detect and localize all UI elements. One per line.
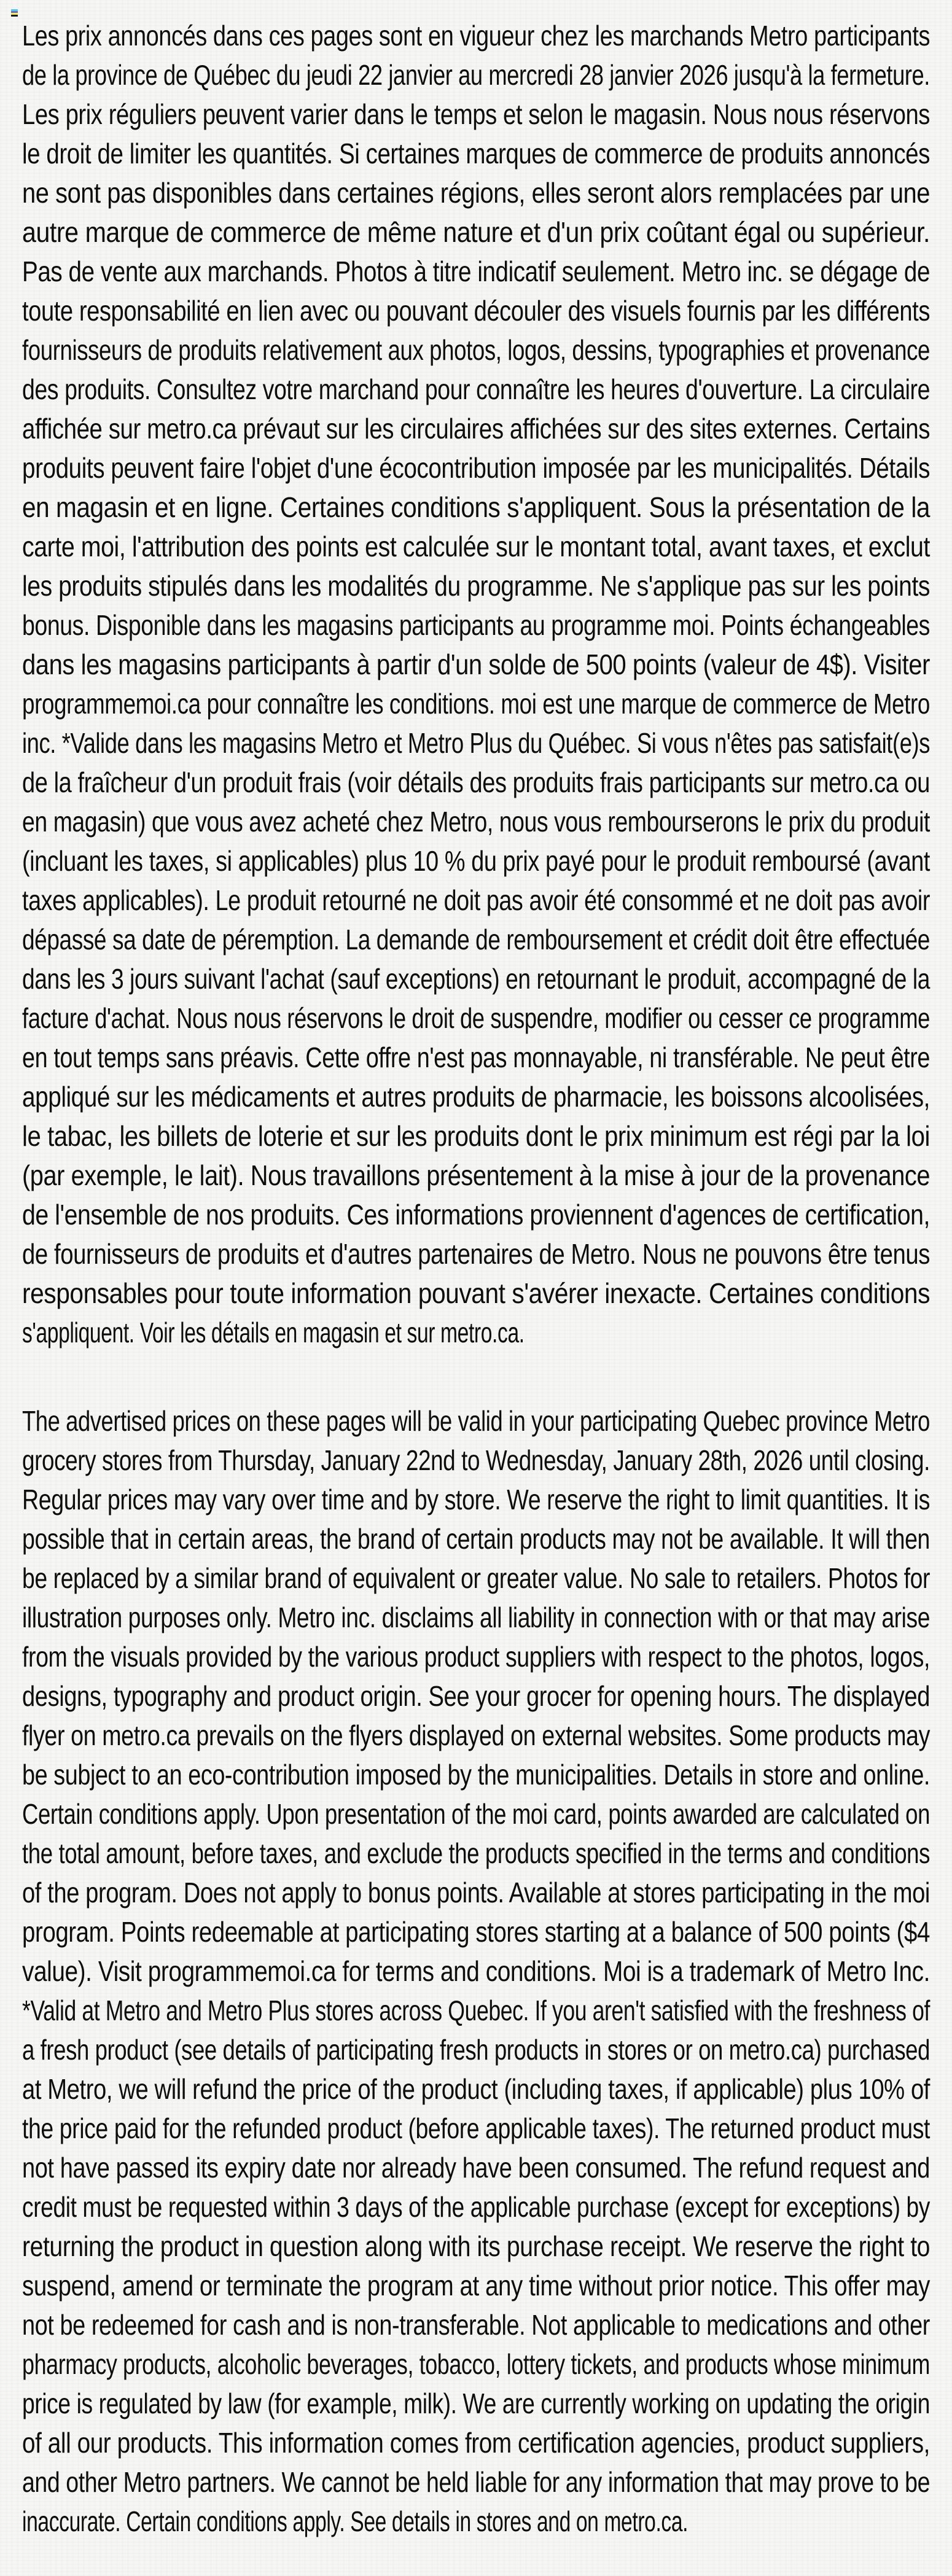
legal-text-line-text: Les prix annoncés dans ces pages sont en vigueur chez les marchands Metro participants xyxy=(22,20,930,52)
legal-text-line xyxy=(22,1038,930,1077)
legal-text-line xyxy=(22,2227,930,2266)
legal-text-line-text: toute responsabilité en lien avec ou pouvant découler des visuels fournis par les différents xyxy=(22,295,930,327)
legal-text-line-text: *Valid at Metro and Metro Plus stores across Quebec. If you aren't satisfied with the freshness of xyxy=(22,1994,930,2026)
legal-text-line xyxy=(22,1834,930,1873)
legal-text-line xyxy=(22,1755,930,1794)
legal-text-line-text: en magasin et en ligne. Certaines conditions s'appliquent. Sous la présentation de la xyxy=(22,491,930,523)
legal-text-line-text: program. Points redeemable at participating stores starting at a balance of 500 points ($4 xyxy=(22,1916,930,1948)
legal-text-line-text: de la fraîcheur d'un produit frais (voir détails des produits frais participants sur metro.ca ou xyxy=(22,766,930,798)
legal-text-line-text: credit must be requested within 3 days of the applicable purchase (except for exceptions) by xyxy=(22,2191,930,2223)
legal-text-line xyxy=(22,173,930,212)
legal-text-line-text: value). Visit programmemoi.ca for terms and conditions. Moi is a trademark of Metro Inc. xyxy=(22,1955,930,1987)
legal-text-line-text: returning the product in question along with its purchase receipt. We reserve the right to xyxy=(22,2230,930,2262)
legal-text-line-text: be subject to an eco-contribution imposed by the municipalities. Details in store and online. xyxy=(22,1759,930,1791)
legal-text-line-text: Regular prices may vary over time and by store. We reserve the right to limit quantities. It is xyxy=(22,1484,930,1516)
legal-text-line xyxy=(22,1873,930,1912)
legal-text-french xyxy=(22,16,930,1352)
legal-text-line-text: a fresh product (see details of participating fresh products in stores or on metro.ca) purchased xyxy=(22,2034,930,2066)
legal-text-line xyxy=(22,2305,930,2344)
legal-text-line-text: possible that in certain areas, the brand of certain products may not be available. It will then xyxy=(22,1523,930,1555)
legal-text-line xyxy=(22,2384,930,2423)
legal-text-line xyxy=(22,2187,930,2227)
legal-text-line xyxy=(22,2462,930,2502)
legal-text-line xyxy=(22,881,930,920)
legal-text-line xyxy=(22,605,930,645)
legal-text-line xyxy=(22,1480,930,1519)
legal-text-line xyxy=(22,1519,930,1558)
legal-text-line-text: taxes applicables). Le produit retourné ne doit pas avoir été consommé et ne doit pas avoir xyxy=(22,884,930,916)
legal-text-line-text: de fournisseurs de produits et d'autres partenaires de Metro. Nous ne pouvons être tenus xyxy=(22,1238,930,1270)
legal-text-line-text: the total amount, before taxes, and exclude the products specified in the terms and conditions xyxy=(22,1837,930,1869)
legal-text-line xyxy=(22,1637,930,1676)
legal-text-line-text: price is regulated by law (for example, milk). We are currently working on updating the origin xyxy=(22,2387,930,2419)
legal-text-line-text: suspend, amend or terminate the program at any time without prior notice. This offer may xyxy=(22,2270,930,2302)
legal-text-line xyxy=(22,723,930,763)
legal-text-line xyxy=(22,2266,930,2305)
legal-text-line xyxy=(22,291,930,330)
legal-text-line-text: (incluant les taxes, si applicables) plus 10 % du prix payé pour le produit remboursé (avant xyxy=(22,845,930,877)
legal-text-line xyxy=(22,1441,930,1480)
legal-text-line xyxy=(22,1794,930,1834)
legal-text-line xyxy=(22,802,930,841)
legal-text-line xyxy=(22,488,930,527)
legal-text-line xyxy=(22,763,930,802)
legal-text-line xyxy=(22,1558,930,1598)
legal-text-line-text: s'appliquent. Voir les détails en magasin et sur metro.ca. xyxy=(22,1317,525,1348)
legal-text-line-text: les produits stipulés dans les modalités du programme. Ne s'applique pas sur les points xyxy=(22,570,930,602)
legal-text-line-text: at Metro, we will refund the price of the product (including taxes, if applicable) plus 10% of xyxy=(22,2073,930,2105)
legal-text-line-text: fournisseurs de produits relativement aux photos, logos, dessins, typographies et provenance xyxy=(22,334,930,366)
legal-text-line xyxy=(22,2502,930,2541)
legal-text-line xyxy=(22,2030,930,2069)
legal-text-line-text: ne sont pas disponibles dans certaines régions, elles seront alors remplacées par une xyxy=(22,177,930,209)
legal-text-line-text: Les prix réguliers peuvent varier dans le temps et selon le magasin. Nous nous réservons xyxy=(22,98,930,130)
legal-text-line xyxy=(22,2148,930,2187)
legal-text-line xyxy=(22,1951,930,1991)
legal-text-line xyxy=(22,1234,930,1274)
legal-text-line xyxy=(22,841,930,881)
legal-text-line xyxy=(22,527,930,566)
legal-text-line-text: (par exemple, le lait). Nous travaillons présentement à la mise à jour de la provenance xyxy=(22,1159,930,1191)
legal-text-line-text: affichée sur metro.ca prévaut sur les circulaires affichées sur des sites externes. Certains xyxy=(22,413,930,445)
legal-text-line xyxy=(22,1676,930,1716)
legal-text-line xyxy=(22,370,930,409)
legal-text-line-text: dépassé sa date de péremption. La demande de remboursement et crédit doit être effectuée xyxy=(22,924,930,955)
legal-text-line xyxy=(22,1313,930,1352)
legal-text-line xyxy=(22,212,930,252)
legal-text-line-text: be replaced by a similar brand of equivalent or greater value. No sale to retailers. Photos for xyxy=(22,1562,930,1594)
legal-text-line-text: Certain conditions apply. Upon presentation of the moi card, points awarded are calculated on xyxy=(22,1798,930,1830)
legal-text-line xyxy=(22,252,930,291)
legal-text-line-text: The advertised prices on these pages will be valid in your participating Quebec province Metro xyxy=(22,1405,930,1437)
legal-text-line xyxy=(22,1401,930,1441)
legal-text-line xyxy=(22,1912,930,1951)
legal-text-line-text: grocery stores from Thursday, January 22nd to Wednesday, January 28th, 2026 until closing. xyxy=(22,1444,930,1476)
legal-text-line-text: le tabac, les billets de loterie et sur les produits dont le prix minimum est régi par la loi xyxy=(22,1120,930,1152)
legal-text-line-text: the price paid for the refunded product (before applicable taxes). The returned product must xyxy=(22,2112,930,2144)
legal-text-line xyxy=(22,645,930,684)
legal-text-line xyxy=(22,2069,930,2109)
legal-text-line xyxy=(22,1274,930,1313)
legal-text-line xyxy=(22,1077,930,1116)
legal-text-line xyxy=(22,330,930,370)
legal-text-line xyxy=(22,95,930,134)
legal-text-line xyxy=(22,1598,930,1637)
legal-text-line-text: responsables pour toute information pouvant s'avérer inexacte. Certaines conditions xyxy=(22,1277,930,1309)
legal-text-line xyxy=(22,1991,930,2030)
legal-text-line xyxy=(22,998,930,1038)
legal-text-line-text: dans les magasins participants à partir d'un solde de 500 points (valeur de 4$). Visiter xyxy=(22,648,930,680)
legal-text-line-text: not be redeemed for cash and is non-transferable. Not applicable to medications and other xyxy=(22,2309,930,2341)
legal-text-line-text: illustration purposes only. Metro inc. disclaims all liability in connection with or that may arise xyxy=(22,1601,930,1633)
legal-text-line-text: of all our products. This information comes from certification agencies, product suppliers, xyxy=(22,2427,930,2459)
legal-text-line-text: flyer on metro.ca prevails on the flyers displayed on external websites. Some products may xyxy=(22,1719,930,1751)
legal-text-line-text: de l'ensemble de nos produits. Ces informations proviennent d'agences de certification, xyxy=(22,1199,930,1231)
legal-text-line xyxy=(22,409,930,448)
legal-text-line-text: programmemoi.ca pour connaître les conditions. moi est une marque de commerce de Metro xyxy=(22,688,930,720)
legal-text-line-text: carte moi, l'attribution des points est calculée sur le montant total, avant taxes, et exclut xyxy=(22,531,930,562)
legal-text-line-text: from the visuals provided by the various product suppliers with respect to the photos, logos, xyxy=(22,1641,930,1673)
legal-text-line-text: designs, typography and product origin. See your grocer for opening hours. The displayed xyxy=(22,1680,930,1712)
legal-text-line xyxy=(22,2109,930,2148)
legal-text-line xyxy=(22,920,930,959)
legal-text-line-text: of the program. Does not apply to bonus points. Available at stores participating in the moi xyxy=(22,1877,930,1909)
legal-text-line xyxy=(22,16,930,55)
legal-text-line-text: inc. *Valide dans les magasins Metro et Metro Plus du Québec. Si vous n'êtes pas satisfait(e)s xyxy=(22,727,930,759)
legal-text-line xyxy=(22,55,930,95)
legal-text-line-text: and other Metro partners. We cannot be held liable for any information that may prove to be xyxy=(22,2466,930,2498)
legal-text-line-text: produits peuvent faire l'objet d'une écocontribution imposée par les municipalités. Détails xyxy=(22,452,930,484)
legal-text-line xyxy=(22,1716,930,1755)
legal-text-line-text: Pas de vente aux marchands. Photos à titre indicatif seulement. Metro inc. se dégage de xyxy=(22,255,930,287)
legal-text-line xyxy=(22,1156,930,1195)
legal-text-line xyxy=(22,684,930,723)
legal-text-line-text: des produits. Consultez votre marchand pour connaître les heures d'ouverture. La circulaire xyxy=(22,373,930,405)
legal-text-line-text: en magasin) que vous avez acheté chez Metro, nous vous rembourserons le prix du produit xyxy=(22,806,930,838)
legal-text-line xyxy=(22,2423,930,2462)
legal-text-line xyxy=(22,1116,930,1156)
legal-text-line xyxy=(22,1195,930,1234)
legal-text-line-text: not have passed its expiry date nor already have been consumed. The refund request and xyxy=(22,2152,930,2184)
legal-text-line xyxy=(22,959,930,998)
legal-text-line-text: en tout temps sans préavis. Cette offre n'est pas monnayable, ni transférable. Ne peut être xyxy=(22,1041,930,1073)
legal-text-line xyxy=(22,2344,930,2384)
legal-text-line-text: le droit de limiter les quantités. Si certaines marques de commerce de produits annoncés xyxy=(22,138,930,169)
legal-text-line-text: autre marque de commerce de même nature et d'un prix coûtant égal ou supérieur. xyxy=(22,216,930,248)
legal-text-line xyxy=(22,134,930,173)
legal-text-english xyxy=(22,1401,930,2541)
legal-text-line xyxy=(22,566,930,605)
legal-text-line-text: facture d'achat. Nous nous réservons le droit de suspendre, modifier ou cesser ce programme xyxy=(22,1002,930,1034)
legal-text-line-text: inaccurate. Certain conditions apply. See details in stores and on metro.ca. xyxy=(22,2505,689,2537)
legal-text-line-text: pharmacy products, alcoholic beverages, tobacco, lottery tickets, and products whose minimum xyxy=(22,2348,930,2380)
legal-text-line-text: appliqué sur les médicaments et autres produits de pharmacie, les boissons alcoolisées, xyxy=(22,1081,930,1113)
legal-text-line xyxy=(22,448,930,488)
legal-text-line-text: bonus. Disponible dans les magasins participants au programme moi. Points échangeables xyxy=(22,609,930,641)
legal-text-line-text: dans les 3 jours suivant l'achat (sauf exceptions) en retournant le produit, accompagné de la xyxy=(22,963,930,995)
legal-text-line-text: de la province de Québec du jeudi 22 janvier au mercredi 28 janvier 2026 jusqu'à la fermeture. xyxy=(22,59,930,91)
